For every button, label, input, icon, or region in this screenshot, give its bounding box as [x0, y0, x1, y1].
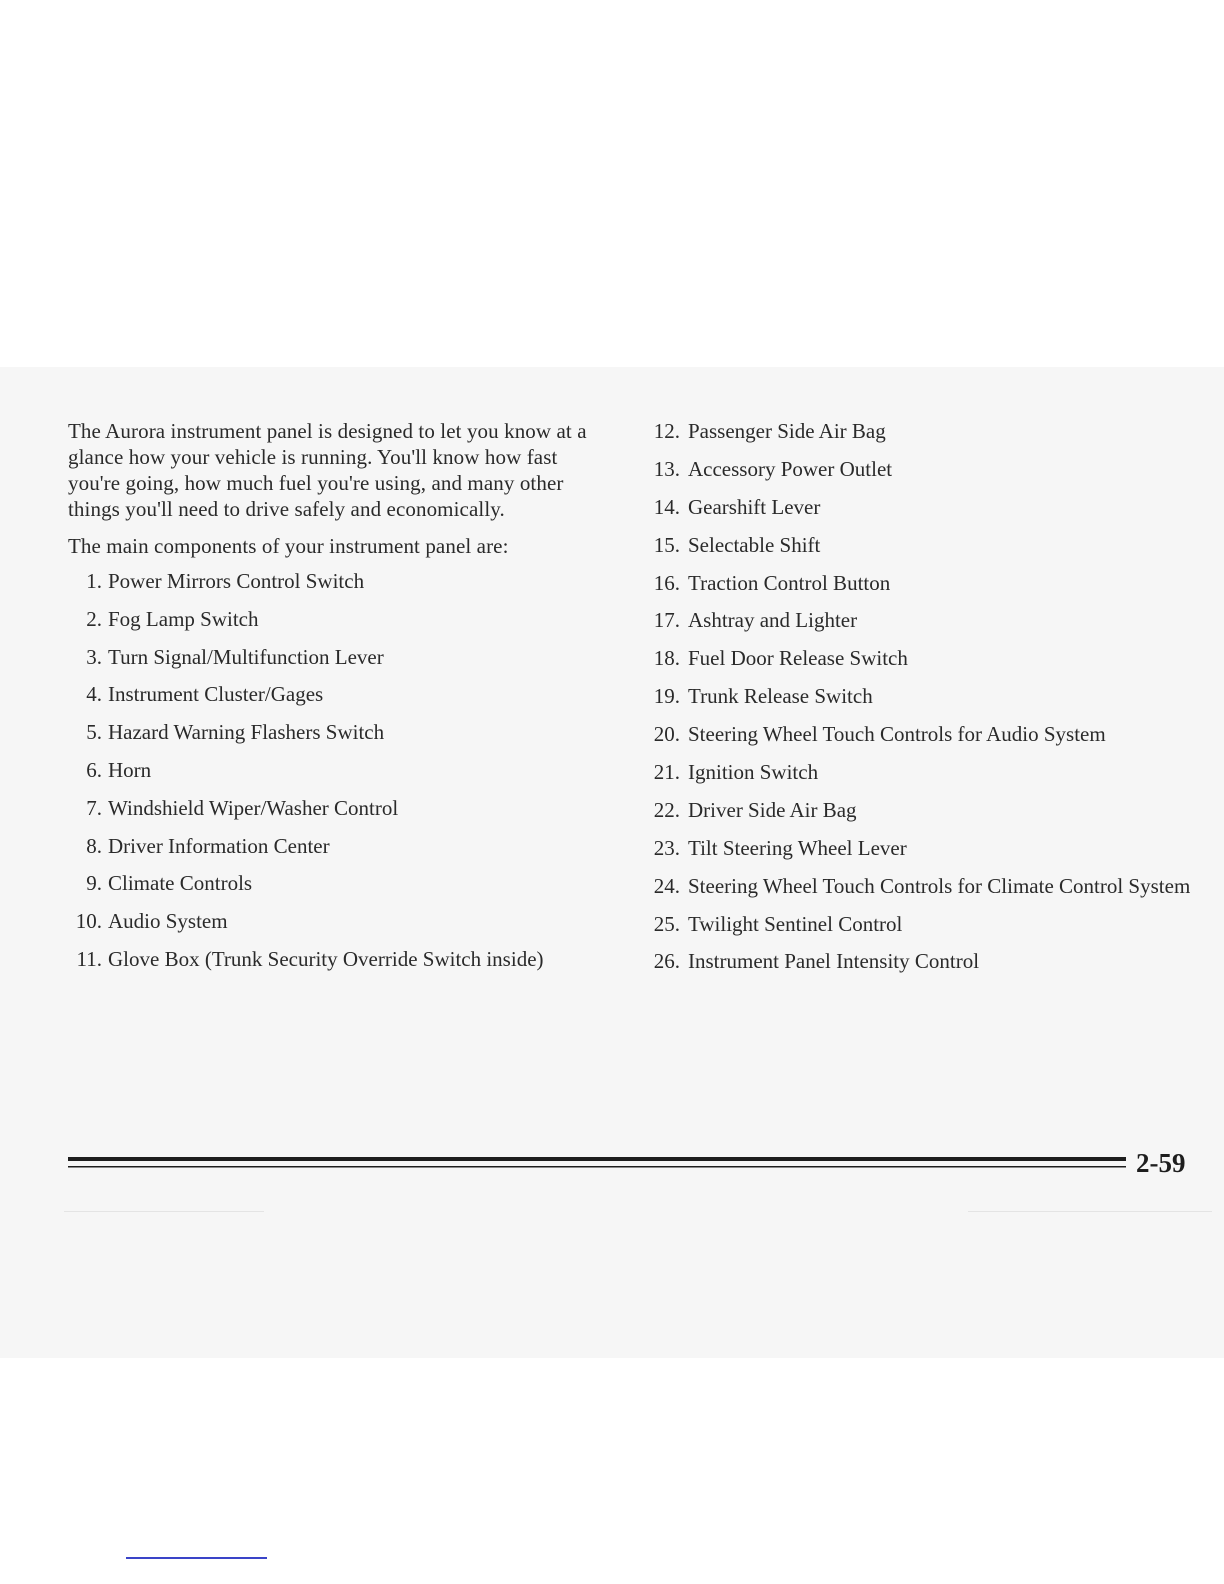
item-label: Ashtray and Lighter [688, 608, 858, 633]
item-number: 2. [86, 606, 102, 631]
item-number: 16. [653, 570, 680, 595]
item-label: Power Mirrors Control Switch [108, 569, 365, 593]
list-item [60, 908, 605, 934]
item-label: Fuel Door Release Switch [688, 646, 908, 671]
bottom-link-underline [126, 1557, 267, 1559]
faint-divider-right [968, 1211, 1212, 1212]
item-number: 7. [86, 795, 102, 820]
list-item [640, 759, 1200, 785]
list-item [640, 873, 1200, 899]
item-number: 6. [86, 757, 102, 782]
item-number: 24. [653, 873, 680, 898]
list-item [60, 568, 605, 594]
page-number: 2-59 [1136, 1148, 1186, 1178]
components-list-right [640, 418, 1200, 974]
list-item [60, 644, 605, 670]
item-label: Steering Wheel Touch Controls for Climate Control System [688, 873, 1191, 898]
footer-rule-thick [68, 1157, 1126, 1161]
item-label: Hazard Warning Flashers Switch [108, 720, 385, 745]
list-item [60, 719, 605, 745]
list-item [640, 797, 1200, 823]
item-label: Climate Controls [108, 871, 253, 896]
list-item [640, 570, 1200, 596]
list-item [60, 946, 605, 972]
item-number: 21. [653, 760, 680, 785]
item-label: Passenger Side Air Bag [688, 419, 886, 443]
item-label: Ignition Switch [688, 760, 819, 785]
list-item [640, 494, 1200, 520]
item-label: Turn Signal/Multifunction Lever [108, 644, 384, 669]
list-item [640, 835, 1200, 861]
list-item [640, 683, 1200, 709]
list-item [640, 645, 1200, 671]
item-label: Audio System [108, 909, 228, 934]
item-label: Glove Box (Trunk Security Override Switch inside) [108, 946, 544, 971]
item-number: 26. [653, 949, 680, 974]
item-label: Driver Information Center [108, 833, 330, 858]
list-item [640, 911, 1200, 937]
item-label: Fog Lamp Switch [108, 606, 259, 631]
faint-divider-left [64, 1211, 264, 1212]
item-number: 5. [86, 720, 102, 745]
components-lead-text: The main components of your instrument panel are: [68, 534, 509, 558]
list-item [640, 721, 1200, 747]
item-label: Accessory Power Outlet [688, 456, 893, 481]
footer-rule [68, 1156, 1126, 1172]
list-item [640, 607, 1200, 633]
item-number: 9. [86, 871, 102, 896]
item-label: Windshield Wiper/Washer Control [108, 795, 399, 820]
item-number: 18. [653, 646, 680, 671]
item-number: 15. [653, 532, 680, 557]
item-number: 1. [86, 569, 102, 593]
item-label: Horn [108, 757, 152, 782]
item-number: 13. [653, 456, 680, 481]
item-label: Instrument Cluster/Gages [108, 682, 324, 707]
item-label: Traction Control Button [688, 570, 891, 595]
right-column [640, 418, 1200, 986]
item-label: Steering Wheel Touch Controls for Audio System [688, 722, 1106, 747]
item-number: 10. [75, 909, 102, 934]
item-number: 23. [653, 835, 680, 860]
item-number: 3. [86, 644, 102, 669]
intro-paragraph: The Aurora instrument panel is designed to let you know at a glance how your vehicle is running. You'll know how fast you're going, how much fuel you're using, and many other things you'll need to drive safely and economically. [68, 419, 587, 521]
left-column [60, 418, 605, 984]
list-item [640, 456, 1200, 482]
item-number: 8. [86, 833, 102, 858]
item-label: Selectable Shift [688, 532, 821, 557]
item-label: Driver Side Air Bag [688, 797, 857, 822]
item-number: 20. [653, 722, 680, 747]
item-number: 4. [86, 682, 102, 707]
item-label: Tilt Steering Wheel Lever [688, 835, 907, 860]
item-number: 25. [653, 911, 680, 936]
item-label: Trunk Release Switch [688, 684, 873, 709]
list-item [60, 757, 605, 783]
item-number: 17. [653, 608, 680, 633]
footer-rule-thin [68, 1166, 1126, 1168]
list-item [60, 833, 605, 859]
list-item [60, 795, 605, 821]
list-item [60, 606, 605, 632]
components-list-left [60, 568, 605, 972]
item-number: 12. [653, 419, 680, 443]
item-number: 19. [653, 684, 680, 709]
item-label: Gearshift Lever [688, 494, 821, 519]
list-item [640, 418, 1200, 444]
item-number: 11. [76, 946, 102, 971]
list-item [60, 681, 605, 707]
item-number: 22. [653, 797, 680, 822]
list-item [640, 532, 1200, 558]
item-label: Instrument Panel Intensity Control [688, 949, 980, 974]
item-number: 14. [653, 494, 680, 519]
list-item [640, 948, 1200, 974]
list-item [60, 870, 605, 896]
item-label: Twilight Sentinel Control [688, 911, 903, 936]
